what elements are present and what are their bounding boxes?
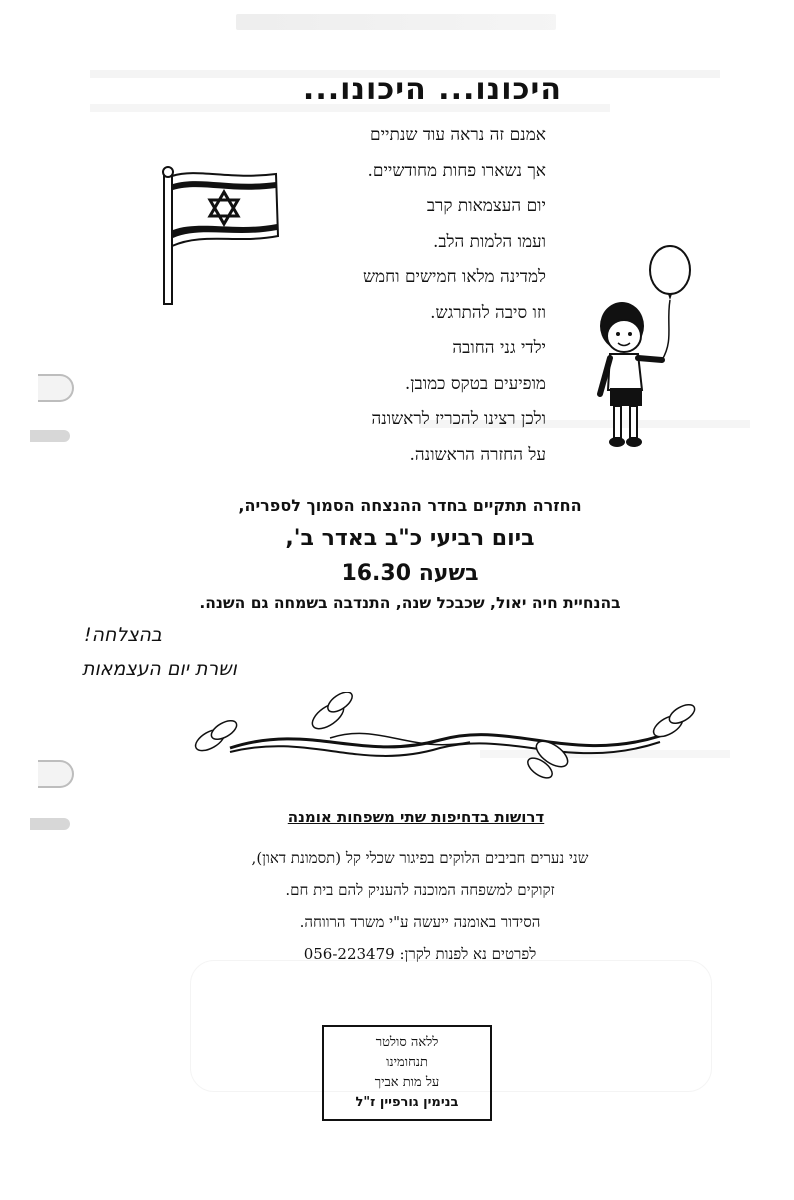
rehearsal-date: ביום רביעי כ"ב באדר ב', xyxy=(285,526,535,551)
rehearsal-leader: בהנחיית חיה יאול, שכבכל שנה, התנדבה בשמחה גם השנה. xyxy=(199,594,621,612)
israel-flag-icon xyxy=(158,166,288,306)
poem-line: ילדי גני החובה xyxy=(452,338,546,358)
poem-line: על החזרה הראשונה. xyxy=(409,444,546,465)
poem-line: וזו סיבה להתרגש. xyxy=(430,302,546,323)
poem-line: ועמו הלמות הלב. xyxy=(432,231,546,252)
wheat-vine-ornament-icon xyxy=(190,692,700,784)
rehearsal-time: בשעה 16.30 xyxy=(341,561,479,586)
foster-notice xyxy=(160,842,680,970)
poem-line: אמנם זה נראה עוד שנתיים xyxy=(369,125,546,145)
foster-notice-heading: דרושות בדחיפות שתי משפחות אומנה xyxy=(287,808,545,826)
rehearsal-location: החזרה תתקיים בחדר ההנצחה הסמוך לספריה, xyxy=(238,496,582,515)
child-with-balloon-icon xyxy=(592,244,702,456)
poem-line: אך נשארו פחות מחודשיים. xyxy=(367,160,546,181)
condolence-box xyxy=(322,1025,492,1121)
hole-punch-mark xyxy=(38,374,74,402)
condolence-text: תנחומינו xyxy=(386,1055,428,1070)
handwritten-good-luck: בהצלחה! xyxy=(84,624,162,646)
foster-notice-line: לפרטים נא לפנות לקרן: 056-223479 xyxy=(303,945,537,963)
page-title: היכונו... היכונו... xyxy=(302,72,562,107)
hole-punch-shadow xyxy=(30,430,70,442)
poem-line: מופיעים בטקס כמובן. xyxy=(404,373,546,394)
condolence-recipient: ללאה סולטר xyxy=(375,1035,439,1050)
poem xyxy=(363,118,546,473)
handwritten-independence-day: ושרת יום העצמאות xyxy=(82,658,237,680)
hole-punch-mark xyxy=(38,760,74,788)
foster-notice-line: זקוקים למשפחה המוכנה להעניק להם בית חם. xyxy=(285,881,555,899)
condolence-text: על מות אביך xyxy=(374,1075,440,1090)
show-through-text xyxy=(236,14,556,30)
hole-punch-shadow xyxy=(30,818,70,830)
poem-line: ולכן רצינו להכריז לראשונה xyxy=(371,409,546,429)
poem-line: למדינה מלאו חמישים וחמש xyxy=(363,267,546,287)
foster-notice-line: שני נערים חביבים הלוקים בפיגור שכלי קל (תסמונת דאון), xyxy=(251,849,589,867)
foster-notice-line: הסידור באומנה ייעשה ע"י משרד הרווחה. xyxy=(299,913,541,931)
poem-line: יום העצמאות קרב xyxy=(426,196,546,216)
condolence-deceased-name: בנימין גורפיין ז"ל xyxy=(355,1095,459,1110)
